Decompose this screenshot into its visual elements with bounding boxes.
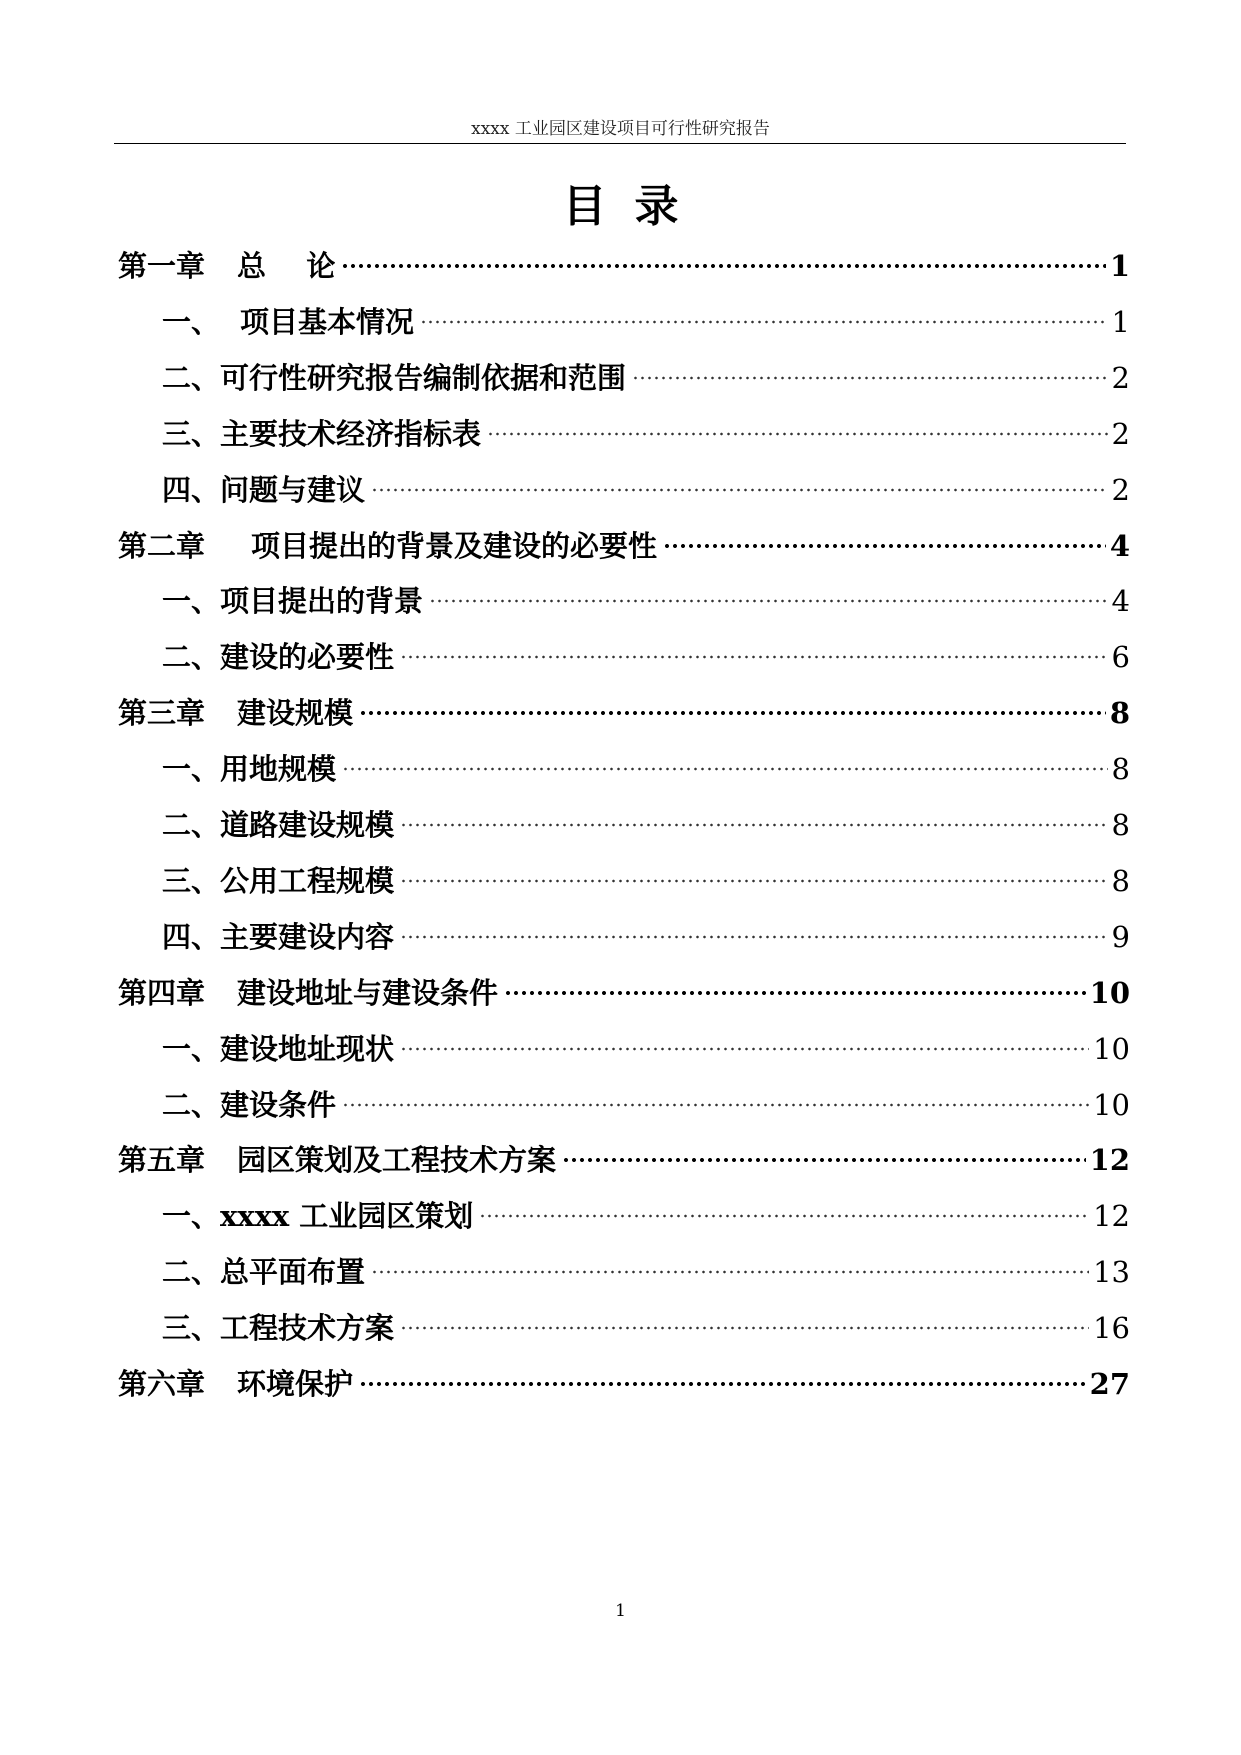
toc-page-number: 12 [1093, 1199, 1130, 1234]
toc-section-entry[interactable] [162, 1084, 1130, 1126]
dot-leader [341, 262, 1105, 270]
dot-leader [663, 542, 1106, 550]
section-title: 工程技术方案 [220, 1311, 395, 1346]
dot-leader [420, 318, 1108, 326]
section-title: 建设的必要性 [220, 640, 395, 675]
dot-leader [479, 1212, 1089, 1220]
chapter-number: 第六章 [118, 1367, 206, 1401]
toc-page-number: 2 [1111, 472, 1130, 507]
dot-leader [504, 989, 1086, 997]
section-title: 道路建设规模 [220, 808, 395, 842]
section-title: 公用工程规模 [220, 863, 395, 898]
dot-leader [371, 486, 1108, 494]
toc-section-entry[interactable] [162, 804, 1130, 846]
section-number: 二、 [162, 360, 221, 395]
dot-leader [632, 374, 1108, 382]
dot-leader [400, 1045, 1089, 1053]
toc-page-number: 1 [1111, 304, 1130, 339]
toc-page-number: 8 [1109, 696, 1130, 731]
toc-page-number: 9 [1111, 919, 1130, 954]
chapter-title: 项目提出的背景及建设的必要性 [251, 528, 658, 563]
toc-section-entry[interactable] [162, 1028, 1130, 1070]
section-title: 总平面布置 [220, 1255, 366, 1290]
toc-section-entry[interactable] [162, 916, 1130, 958]
dot-leader [487, 430, 1108, 438]
toc-page-number: 12 [1089, 1143, 1130, 1178]
section-number: 一、 [162, 304, 221, 339]
section-title: 用地规模 [220, 752, 337, 787]
section-number: 二、 [162, 1255, 221, 1290]
chapter-title: 建设规模 [237, 696, 354, 731]
dot-leader [359, 709, 1106, 717]
dot-leader [429, 597, 1108, 605]
toc-section-entry[interactable] [162, 580, 1130, 622]
chapter-title: 环境保护 [237, 1367, 354, 1401]
running-header: xxxx 工业园区建设项目可行性研究报告 [471, 119, 770, 139]
toc-page-number: 8 [1111, 808, 1130, 842]
toc-chapter-entry[interactable] [118, 525, 1130, 567]
dot-leader [400, 653, 1108, 661]
toc-section-entry[interactable] [162, 357, 1130, 399]
section-title: 项目提出的背景 [220, 584, 424, 619]
toc-page-number: 10 [1089, 975, 1130, 1010]
section-number: 二、 [162, 640, 221, 675]
section-number: 三、 [162, 863, 221, 898]
toc-page-number: 16 [1093, 1311, 1130, 1346]
dot-leader [400, 821, 1108, 829]
toc-page-number: 8 [1111, 752, 1130, 787]
toc-chapter-entry[interactable] [118, 1139, 1130, 1181]
toc-page-number: 27 [1089, 1367, 1130, 1401]
toc-section-entry[interactable] [162, 860, 1130, 902]
dot-leader [400, 877, 1108, 885]
section-number: 四、 [162, 472, 221, 507]
chapter-title: 园区策划及工程技术方案 [237, 1143, 557, 1178]
toc-title: 目录 [562, 181, 707, 232]
section-number: 二、 [162, 1087, 221, 1122]
toc-chapter-entry[interactable] [118, 1363, 1130, 1405]
section-title: 问题与建议 [220, 472, 366, 507]
toc-section-entry[interactable] [162, 413, 1130, 455]
chapter-number: 第二章 [118, 528, 206, 563]
toc-page-number: 8 [1111, 863, 1130, 898]
toc-page-number: 1 [1109, 249, 1130, 283]
section-title: 建设条件 [220, 1087, 337, 1122]
toc-chapter-entry[interactable] [118, 972, 1130, 1014]
dot-leader [400, 1324, 1089, 1332]
dot-leader [562, 1156, 1086, 1164]
dot-leader [342, 765, 1108, 773]
toc-page-number: 2 [1111, 360, 1130, 395]
toc-section-entry[interactable] [162, 469, 1130, 511]
section-title: 主要建设内容 [220, 919, 395, 954]
dot-leader [371, 1268, 1089, 1276]
section-title: 项目基本情况 [240, 304, 415, 339]
toc-page-number: 10 [1093, 1087, 1130, 1122]
section-title: xxxx 工业园区策划 [220, 1199, 474, 1234]
toc-section-entry[interactable] [162, 636, 1130, 678]
toc-chapter-entry[interactable] [118, 692, 1130, 734]
chapter-number: 第五章 [118, 1143, 206, 1178]
toc-page-number: 4 [1109, 528, 1130, 563]
section-number: 一、 [162, 1031, 221, 1066]
page-number: 1 [615, 1601, 626, 1621]
section-title: 建设地址现状 [220, 1031, 395, 1066]
toc-chapter-entry[interactable] [118, 245, 1130, 287]
section-number: 三、 [162, 1311, 221, 1346]
section-title: 主要技术经济指标表 [220, 416, 482, 451]
toc-page-number: 4 [1111, 584, 1130, 619]
section-title: 可行性研究报告编制依据和范围 [220, 360, 627, 395]
toc-section-entry[interactable] [162, 1195, 1130, 1237]
section-number: 四、 [162, 919, 221, 954]
chapter-number: 第四章 [118, 975, 206, 1010]
section-number: 一、 [162, 584, 221, 619]
toc-page-number: 10 [1093, 1031, 1130, 1066]
section-number: 一、 [162, 1199, 221, 1234]
chapter-title: 总 论 [237, 249, 336, 283]
toc-page-number: 2 [1111, 416, 1130, 451]
toc-page-number: 6 [1111, 640, 1130, 675]
section-number: 一、 [162, 752, 221, 787]
chapter-number: 第三章 [118, 696, 206, 731]
toc-page-number: 13 [1093, 1255, 1130, 1290]
toc-section-entry[interactable] [162, 301, 1130, 343]
chapter-title: 建设地址与建设条件 [237, 975, 499, 1010]
dot-leader [342, 1101, 1089, 1109]
chapter-number: 第一章 [118, 249, 206, 283]
toc-section-entry[interactable] [162, 1307, 1130, 1349]
toc-section-entry[interactable] [162, 1251, 1130, 1293]
section-number: 二、 [162, 808, 221, 842]
section-number: 三、 [162, 416, 221, 451]
toc-section-entry[interactable] [162, 748, 1130, 790]
dot-leader [359, 1380, 1086, 1388]
dot-leader [400, 933, 1108, 941]
